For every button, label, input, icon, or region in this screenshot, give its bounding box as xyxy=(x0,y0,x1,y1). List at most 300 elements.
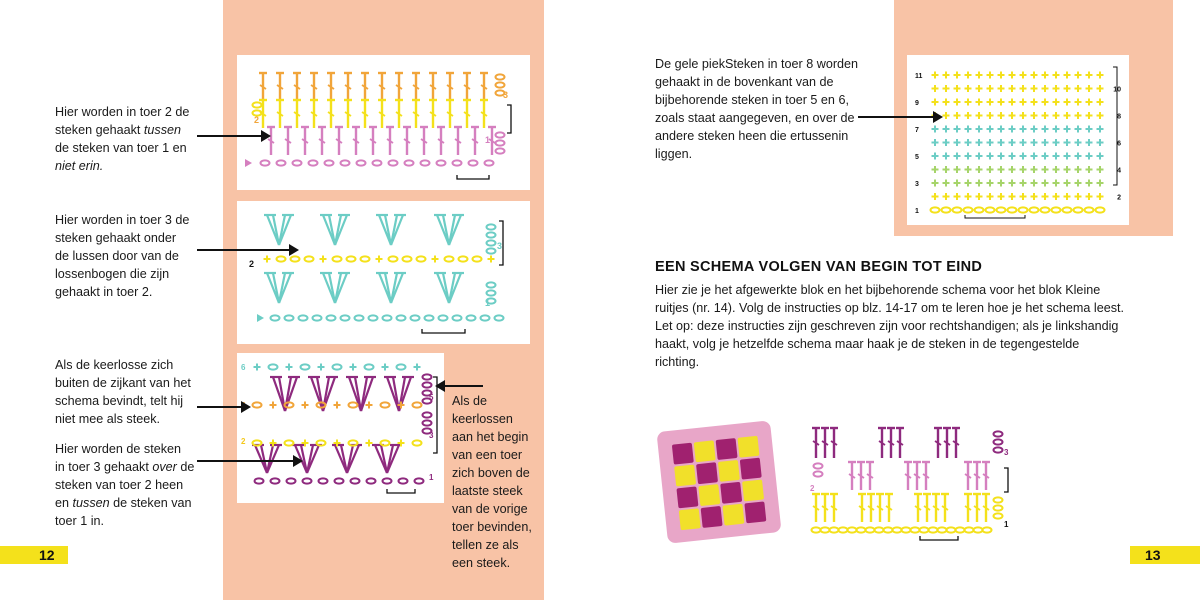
chain-stitch xyxy=(383,478,392,483)
single-crochet xyxy=(998,153,1005,160)
chain-stitch xyxy=(964,207,973,212)
chain-stitch xyxy=(317,440,326,445)
stitch-diagram-2 xyxy=(237,201,530,344)
shell-stitch xyxy=(252,445,282,473)
single-crochet xyxy=(1020,126,1027,133)
grid-row-label: 1 xyxy=(915,208,919,215)
single-crochet xyxy=(1042,193,1049,200)
treble-stitch xyxy=(429,100,437,128)
treble-stitch xyxy=(904,462,912,490)
single-crochet xyxy=(1053,166,1060,173)
chain-stitch xyxy=(911,527,920,532)
treble-stitch xyxy=(896,428,904,458)
single-crochet xyxy=(1053,139,1060,146)
single-crochet xyxy=(286,364,293,371)
chain-stitch xyxy=(425,315,434,320)
chain-stitch xyxy=(965,527,974,532)
chain-stitch xyxy=(487,240,496,245)
chain-stitch xyxy=(287,478,296,483)
single-crochet xyxy=(1009,139,1016,146)
single-crochet xyxy=(1097,153,1104,160)
chain-stitch xyxy=(496,74,505,79)
chain-stitch xyxy=(445,256,454,261)
single-crochet xyxy=(334,402,341,409)
single-crochet xyxy=(932,153,939,160)
chain-stitch xyxy=(830,527,839,532)
single-crochet xyxy=(976,126,983,133)
treble-stitch xyxy=(463,73,471,101)
chain-stitch xyxy=(423,420,432,425)
single-crochet xyxy=(1009,72,1016,79)
annotation-turning-chains-count: Als de keerlossen aan het begin van een toer zich boven de laatste steek van de vorige toer bevinden, tellen ze als een steek. xyxy=(452,394,532,570)
chain-stitch xyxy=(421,160,430,165)
treble-stitch xyxy=(934,428,942,458)
row-label-2: 2 xyxy=(254,115,260,125)
treble-stitch xyxy=(378,73,386,101)
single-crochet xyxy=(965,72,972,79)
chain-stitch xyxy=(347,256,356,261)
chain-stitch xyxy=(335,478,344,483)
single-crochet xyxy=(1097,85,1104,92)
single-crochet xyxy=(1075,139,1082,146)
treble-stitch xyxy=(369,127,377,155)
chain-stitch xyxy=(974,527,983,532)
schema-row-2: 2 xyxy=(810,484,815,493)
chain-stitch xyxy=(399,478,408,483)
treble-stitch xyxy=(420,127,428,155)
single-crochet xyxy=(1031,72,1038,79)
single-crochet xyxy=(965,166,972,173)
single-crochet xyxy=(976,112,983,119)
treble-stitch xyxy=(276,100,284,128)
treble-stitch xyxy=(867,494,875,522)
single-crochet xyxy=(998,139,1005,146)
treble-stitch xyxy=(941,494,949,522)
chain-stitch xyxy=(821,527,830,532)
single-crochet xyxy=(932,180,939,187)
chain-stitch xyxy=(411,315,420,320)
chain-stitch xyxy=(397,315,406,320)
chain-stitch xyxy=(1041,207,1050,212)
chain-stitch xyxy=(453,160,462,165)
single-crochet xyxy=(1042,99,1049,106)
single-crochet xyxy=(932,139,939,146)
single-crochet xyxy=(1042,180,1049,187)
row-label-3: 3 xyxy=(429,431,434,440)
treble-stitch xyxy=(327,100,335,128)
chain-stitch xyxy=(417,256,426,261)
single-crochet xyxy=(1064,139,1071,146)
treble-stitch xyxy=(480,100,488,128)
treble-stitch xyxy=(922,462,930,490)
chain-stitch xyxy=(487,232,496,237)
single-crochet xyxy=(987,180,994,187)
single-crochet xyxy=(987,139,994,146)
arrow-annotation-2 xyxy=(197,249,297,251)
shell-stitch xyxy=(264,273,294,303)
stitch-diagram-3 xyxy=(237,353,444,503)
single-crochet xyxy=(264,256,271,263)
single-crochet xyxy=(1097,180,1104,187)
treble-stitch xyxy=(344,100,352,128)
single-crochet xyxy=(1042,139,1049,146)
single-crochet xyxy=(932,72,939,79)
single-crochet xyxy=(954,153,961,160)
single-crochet xyxy=(1020,72,1027,79)
chain-stitch xyxy=(1096,207,1105,212)
row-label-3: 3 xyxy=(497,241,503,251)
single-crochet xyxy=(1009,99,1016,106)
arrow-annotation-5 xyxy=(437,385,483,387)
row-label-1: 1 xyxy=(429,473,434,482)
chain-stitch xyxy=(397,364,406,369)
single-crochet xyxy=(1031,85,1038,92)
treble-stitch xyxy=(885,494,893,522)
single-crochet xyxy=(976,153,983,160)
single-crochet xyxy=(1086,180,1093,187)
single-crochet xyxy=(1086,99,1093,106)
shell-stitch xyxy=(434,215,464,245)
grid-row-label: 10 xyxy=(1113,86,1121,94)
single-crochet xyxy=(302,402,309,409)
section-heading: EEN SCHEMA VOLGEN VAN BEGIN TOT EIND xyxy=(655,259,983,275)
treble-stitch xyxy=(878,428,886,458)
single-crochet xyxy=(1009,193,1016,200)
chain-stitch xyxy=(884,527,893,532)
chain-stitch xyxy=(299,315,308,320)
single-crochet xyxy=(382,364,389,371)
single-crochet xyxy=(1053,85,1060,92)
treble-stitch xyxy=(454,127,462,155)
single-crochet xyxy=(1031,139,1038,146)
single-crochet xyxy=(1053,112,1060,119)
chain-stitch xyxy=(857,527,866,532)
annotation-row2-between: Hier worden in toer 2 de steken gehaakt tussen de steken van toer 1 en niet erin. xyxy=(55,105,190,173)
single-crochet xyxy=(954,126,961,133)
chain-stitch xyxy=(487,248,496,253)
row-label-2: 2 xyxy=(241,437,246,446)
single-crochet xyxy=(976,85,983,92)
single-crochet xyxy=(976,72,983,79)
single-crochet xyxy=(1064,112,1071,119)
row-bracket xyxy=(507,105,511,133)
annotation-row3-over: Hier worden de steken in toer 3 gehaakt over de steken van toer 2 heen en tussen de steken van toer 1 in. xyxy=(55,442,195,528)
treble-stitch xyxy=(463,100,471,128)
treble-stitch xyxy=(876,494,884,522)
chain-stitch xyxy=(423,382,432,387)
chain-stitch xyxy=(439,315,448,320)
chain-stitch xyxy=(389,256,398,261)
chain-stitch xyxy=(253,102,262,107)
chain-stitch xyxy=(997,207,1006,212)
treble-stitch xyxy=(952,428,960,458)
chain-stitch xyxy=(325,160,334,165)
shell-stitch xyxy=(372,445,402,473)
single-crochet xyxy=(1064,72,1071,79)
row-label-2: 2 xyxy=(249,259,255,269)
chain-stitch xyxy=(1019,207,1028,212)
chain-stitch xyxy=(487,224,496,229)
single-crochet xyxy=(350,364,357,371)
single-crochet xyxy=(1064,166,1071,173)
single-crochet xyxy=(932,193,939,200)
chain-stitch xyxy=(947,527,956,532)
single-crochet xyxy=(1064,99,1071,106)
single-crochet xyxy=(954,193,961,200)
chain-stitch xyxy=(920,527,929,532)
chain-stitch xyxy=(373,160,382,165)
chart-chain-loops xyxy=(237,201,530,344)
chain-stitch xyxy=(361,256,370,261)
treble-stitch xyxy=(973,462,981,490)
shell-stitch xyxy=(376,273,406,303)
chain-stitch xyxy=(277,256,286,261)
schema-row-3: 3 xyxy=(1004,448,1009,457)
treble-stitch xyxy=(812,494,820,522)
single-crochet xyxy=(1020,112,1027,119)
treble-stitch xyxy=(395,100,403,128)
single-crochet xyxy=(998,180,1005,187)
repeat-bracket xyxy=(457,175,489,179)
single-crochet xyxy=(976,193,983,200)
single-crochet xyxy=(943,139,950,146)
chain-stitch xyxy=(986,207,995,212)
chain-stitch xyxy=(351,478,360,483)
row-label-3: 3 xyxy=(503,90,509,100)
single-crochet xyxy=(1075,166,1082,173)
chain-stitch xyxy=(285,440,294,445)
chain-stitch xyxy=(983,527,992,532)
treble-stitch xyxy=(276,73,284,101)
treble-stitch xyxy=(830,494,838,522)
grid-row-label: 3 xyxy=(915,181,919,188)
single-crochet xyxy=(1020,166,1027,173)
single-crochet xyxy=(954,180,961,187)
single-crochet xyxy=(1086,112,1093,119)
single-crochet xyxy=(1064,180,1071,187)
chain-stitch xyxy=(942,207,951,212)
chain-stitch xyxy=(481,315,490,320)
single-crochet xyxy=(943,126,950,133)
single-crochet xyxy=(414,364,421,371)
chain-stitch xyxy=(994,505,1003,510)
arrow-annotation-1 xyxy=(197,135,269,137)
page-tab-right xyxy=(1130,546,1200,564)
single-crochet xyxy=(976,180,983,187)
finished-block-swatch xyxy=(656,420,782,544)
chain-stitch xyxy=(341,315,350,320)
chain-stitch xyxy=(814,471,823,476)
single-crochet xyxy=(998,112,1005,119)
single-crochet xyxy=(366,402,373,409)
single-crochet xyxy=(943,153,950,160)
single-crochet xyxy=(1086,72,1093,79)
chain-stitch xyxy=(839,527,848,532)
single-crochet xyxy=(932,85,939,92)
chain-stitch xyxy=(293,160,302,165)
single-crochet xyxy=(943,85,950,92)
chain-stitch xyxy=(496,82,505,87)
single-crochet xyxy=(954,112,961,119)
treble-stitch xyxy=(361,100,369,128)
treble-stitch xyxy=(943,428,951,458)
treble-stitch xyxy=(887,428,895,458)
chain-stitch xyxy=(938,527,947,532)
chain-stitch xyxy=(349,440,358,445)
single-crochet xyxy=(1097,193,1104,200)
chain-stitch xyxy=(369,315,378,320)
chain-stitch xyxy=(355,315,364,320)
row-label-5: 5 xyxy=(429,393,434,402)
chain-stitch xyxy=(413,402,422,407)
single-crochet xyxy=(954,139,961,146)
treble-stitch xyxy=(471,127,479,155)
single-crochet xyxy=(976,139,983,146)
treble-stitch xyxy=(310,100,318,128)
chain-stitch xyxy=(415,478,424,483)
chart-grid-rows-1-11 xyxy=(907,55,1129,225)
chain-stitch xyxy=(469,160,478,165)
single-crochet xyxy=(987,153,994,160)
single-crochet xyxy=(1031,112,1038,119)
chain-stitch xyxy=(309,160,318,165)
chain-stitch xyxy=(365,364,374,369)
single-crochet xyxy=(1075,180,1082,187)
single-crochet xyxy=(998,99,1005,106)
single-crochet xyxy=(1042,126,1049,133)
single-crochet xyxy=(976,99,983,106)
single-crochet xyxy=(965,193,972,200)
grid-row-label: 4 xyxy=(1117,167,1121,175)
single-crochet xyxy=(1020,85,1027,92)
treble-stitch xyxy=(429,73,437,101)
single-crochet xyxy=(1097,139,1104,146)
chain-stitch xyxy=(341,160,350,165)
chain-stitch xyxy=(333,256,342,261)
chain-stitch xyxy=(496,148,505,153)
single-crochet xyxy=(1086,126,1093,133)
single-crochet xyxy=(954,99,961,106)
single-crochet xyxy=(1097,112,1104,119)
arrow-annotation-3 xyxy=(197,406,249,408)
arrow-annotation-4 xyxy=(197,460,301,462)
single-crochet xyxy=(1042,166,1049,173)
chain-stitch xyxy=(381,440,390,445)
treble-stitch xyxy=(923,494,931,522)
treble-stitch xyxy=(446,100,454,128)
single-crochet xyxy=(1075,193,1082,200)
chain-stitch xyxy=(812,527,821,532)
treble-stitch xyxy=(812,428,820,458)
treble-stitch xyxy=(412,73,420,101)
shell-stitch xyxy=(376,215,406,245)
chain-stitch xyxy=(1085,207,1094,212)
grid-row-label: 5 xyxy=(915,154,919,161)
single-crochet xyxy=(1053,153,1060,160)
single-crochet xyxy=(1097,72,1104,79)
schema-row-1: 1 xyxy=(1004,520,1009,529)
chain-stitch xyxy=(994,431,1003,436)
chain-stitch xyxy=(453,315,462,320)
chain-stitch xyxy=(349,402,358,407)
single-crochet xyxy=(1097,99,1104,106)
single-crochet xyxy=(943,112,950,119)
single-crochet xyxy=(376,256,383,263)
single-crochet xyxy=(932,166,939,173)
chain-stitch xyxy=(383,315,392,320)
chain-stitch xyxy=(305,256,314,261)
single-crochet xyxy=(998,166,1005,173)
single-crochet xyxy=(1064,193,1071,200)
single-crochet xyxy=(1031,180,1038,187)
single-crochet xyxy=(943,72,950,79)
single-crochet xyxy=(1075,99,1082,106)
chain-stitch xyxy=(333,364,342,369)
page-number-left: 12 xyxy=(39,547,55,563)
treble-stitch xyxy=(857,462,865,490)
single-crochet xyxy=(1042,85,1049,92)
treble-stitch xyxy=(446,73,454,101)
treble-stitch xyxy=(866,462,874,490)
treble-stitch xyxy=(310,73,318,101)
chain-stitch xyxy=(975,207,984,212)
grid-row-label: 2 xyxy=(1117,194,1121,202)
chain-stitch xyxy=(485,160,494,165)
single-crochet xyxy=(987,85,994,92)
single-crochet xyxy=(965,85,972,92)
treble-stitch xyxy=(284,127,292,155)
row-label-1: 1 xyxy=(485,135,491,145)
grid-row-label: 8 xyxy=(1117,113,1121,121)
single-crochet xyxy=(1053,126,1060,133)
chain-stitch xyxy=(929,527,938,532)
treble-stitch xyxy=(821,428,829,458)
single-crochet xyxy=(1042,112,1049,119)
grid-row-label: 6 xyxy=(1117,140,1121,148)
single-crochet xyxy=(954,166,961,173)
single-crochet xyxy=(432,256,439,263)
chain-stitch xyxy=(357,160,366,165)
single-crochet xyxy=(932,126,939,133)
chain-stitch xyxy=(893,527,902,532)
page-tab-left xyxy=(0,546,68,564)
chain-stitch xyxy=(1030,207,1039,212)
section-body: Hier zie je het afgewerkte blok en het bijbehorende schema voor het blok Kleine ruitjes (nr. 14). Volg de instructies op blz. 14-17 om te leren hoe je het schema leest. Let op: deze instructies zijn geschreven zijn voor rechtshandigen; als je linkshandig haakt, volg je hetzelfde schema maar haak je de steken in de tegengestelde richting. xyxy=(655,283,1125,369)
treble-stitch xyxy=(378,100,386,128)
chain-stitch xyxy=(261,160,270,165)
chain-stitch xyxy=(1052,207,1061,212)
single-crochet xyxy=(998,72,1005,79)
chain-stitch xyxy=(1008,207,1017,212)
treble-stitch xyxy=(335,127,343,155)
single-crochet xyxy=(987,72,994,79)
single-crochet xyxy=(965,99,972,106)
single-crochet xyxy=(965,139,972,146)
chain-stitch xyxy=(953,207,962,212)
single-crochet xyxy=(1053,99,1060,106)
row-label-6: 6 xyxy=(241,363,246,372)
grid-row-label: 11 xyxy=(915,73,923,80)
chain-stitch xyxy=(253,402,262,407)
treble-stitch xyxy=(352,127,360,155)
single-crochet xyxy=(1009,166,1016,173)
single-crochet xyxy=(954,72,961,79)
single-crochet xyxy=(1009,112,1016,119)
treble-stitch xyxy=(386,127,394,155)
chain-stitch xyxy=(994,439,1003,444)
single-crochet xyxy=(987,112,994,119)
treble-stitch xyxy=(848,462,856,490)
